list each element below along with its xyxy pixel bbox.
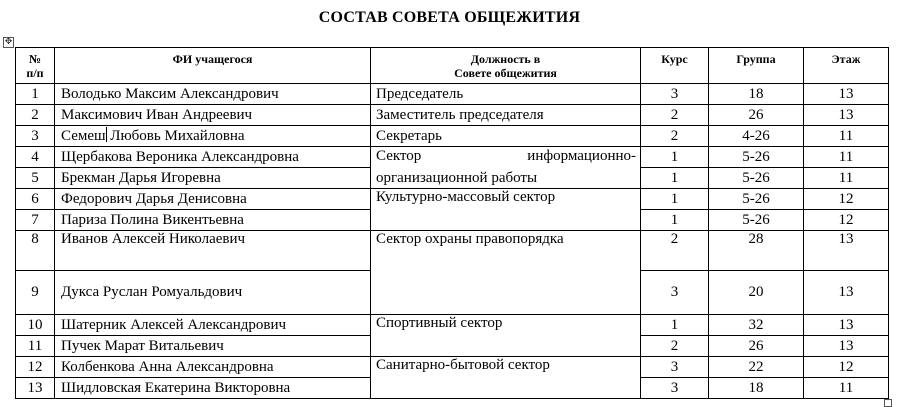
row-num: 11 bbox=[16, 336, 55, 357]
floor-cell: 13 bbox=[804, 231, 889, 271]
row-num: 9 bbox=[16, 271, 55, 315]
group-cell: 4-26 bbox=[709, 126, 804, 147]
group-cell: 26 bbox=[709, 336, 804, 357]
floor-cell: 13 bbox=[804, 271, 889, 315]
row-num: 1 bbox=[16, 84, 55, 105]
group-cell: 5-26 bbox=[709, 168, 804, 189]
row-num: 5 bbox=[16, 168, 55, 189]
position-cell: Сектор информационно- организационной работы bbox=[371, 147, 641, 189]
course-cell: 1 bbox=[641, 189, 709, 210]
group-cell: 5-26 bbox=[709, 189, 804, 210]
position-cell: Заместитель председателя bbox=[371, 105, 641, 126]
council-table bbox=[15, 47, 889, 399]
group-cell: 28 bbox=[709, 231, 804, 271]
row-num: 2 bbox=[16, 105, 55, 126]
table-row bbox=[16, 147, 889, 168]
floor-cell: 11 bbox=[804, 147, 889, 168]
course-cell: 1 bbox=[641, 168, 709, 189]
floor-cell: 13 bbox=[804, 84, 889, 105]
page-title: СОСТАВ СОВЕТА ОБЩЕЖИТИЯ bbox=[318, 9, 581, 26]
course-cell: 1 bbox=[641, 315, 709, 336]
position-cell: Сектор охраны правопорядка bbox=[371, 231, 641, 315]
student-name: Колбенкова Анна Александровна bbox=[55, 357, 371, 378]
student-name: Шидловская Екатерина Викторовна bbox=[55, 378, 371, 399]
floor-cell: 12 bbox=[804, 189, 889, 210]
move-arrows-icon[interactable]: ✥ bbox=[4, 37, 13, 47]
course-cell: 2 bbox=[641, 105, 709, 126]
course-cell: 2 bbox=[641, 126, 709, 147]
row-num: 4 bbox=[16, 147, 55, 168]
course-cell: 2 bbox=[641, 336, 709, 357]
position-cell: Секретарь bbox=[371, 126, 641, 147]
group-cell: 18 bbox=[709, 84, 804, 105]
group-cell: 26 bbox=[709, 105, 804, 126]
position-cell: Председатель bbox=[371, 84, 641, 105]
student-name: Максимович Иван Андреевич bbox=[55, 105, 371, 126]
floor-cell: 12 bbox=[804, 210, 889, 231]
header-group: Группа bbox=[709, 48, 804, 84]
row-num: 12 bbox=[16, 357, 55, 378]
group-cell: 32 bbox=[709, 315, 804, 336]
student-name: Пучек Марат Витальевич bbox=[55, 336, 371, 357]
floor-cell: 12 bbox=[804, 357, 889, 378]
student-name: Иванов Алексей Николаевич bbox=[55, 231, 371, 271]
row-num: 10 bbox=[16, 315, 55, 336]
student-name: Щербакова Вероника Александровна bbox=[55, 147, 371, 168]
row-num: 8 bbox=[16, 231, 55, 271]
student-name: Шатерник Алексей Александрович bbox=[55, 315, 371, 336]
header-row bbox=[16, 48, 889, 84]
position-cell: Спортивный сектор bbox=[371, 315, 641, 357]
table-row bbox=[16, 84, 889, 105]
student-name: Володько Максим Александрович bbox=[55, 84, 371, 105]
group-cell: 5-26 bbox=[709, 147, 804, 168]
table-row bbox=[16, 231, 889, 271]
floor-cell: 13 bbox=[804, 315, 889, 336]
table-row bbox=[16, 189, 889, 210]
student-name: Федорович Дарья Денисовна bbox=[55, 189, 371, 210]
table-row bbox=[16, 105, 889, 126]
student-name: Брекман Дарья Игоревна bbox=[55, 168, 371, 189]
course-cell: 3 bbox=[641, 84, 709, 105]
group-cell: 5-26 bbox=[709, 210, 804, 231]
position-cell: Культурно-массовый сектор bbox=[371, 189, 641, 231]
course-cell: 1 bbox=[641, 147, 709, 168]
table-row bbox=[16, 126, 889, 147]
row-num: 13 bbox=[16, 378, 55, 399]
header-position: Должность в Совете общежития bbox=[371, 48, 641, 84]
row-num: 3 bbox=[16, 126, 55, 147]
floor-cell: 13 bbox=[804, 336, 889, 357]
resize-square-icon[interactable] bbox=[884, 399, 892, 407]
group-cell: 18 bbox=[709, 378, 804, 399]
course-cell: 3 bbox=[641, 357, 709, 378]
course-cell: 2 bbox=[641, 231, 709, 271]
floor-cell: 11 bbox=[804, 378, 889, 399]
row-num: 7 bbox=[16, 210, 55, 231]
floor-cell: 13 bbox=[804, 105, 889, 126]
row-num: 6 bbox=[16, 189, 55, 210]
group-cell: 22 bbox=[709, 357, 804, 378]
header-floor: Этаж bbox=[804, 48, 889, 84]
table-row bbox=[16, 315, 889, 336]
student-name[interactable]: Семеш Любовь Михайловна bbox=[55, 126, 371, 147]
position-cell: Санитарно-бытовой сектор bbox=[371, 357, 641, 399]
header-num: № п/п bbox=[16, 48, 55, 84]
floor-cell: 11 bbox=[804, 126, 889, 147]
student-name: Дукса Руслан Ромуальдович bbox=[55, 271, 371, 315]
table-row bbox=[16, 357, 889, 378]
course-cell: 3 bbox=[641, 378, 709, 399]
group-cell: 20 bbox=[709, 271, 804, 315]
course-cell: 3 bbox=[641, 271, 709, 315]
header-course: Курс bbox=[641, 48, 709, 84]
course-cell: 1 bbox=[641, 210, 709, 231]
header-name: ФИ учащегося bbox=[55, 48, 371, 84]
floor-cell: 11 bbox=[804, 168, 889, 189]
student-name: Париза Полина Викентьевна bbox=[55, 210, 371, 231]
